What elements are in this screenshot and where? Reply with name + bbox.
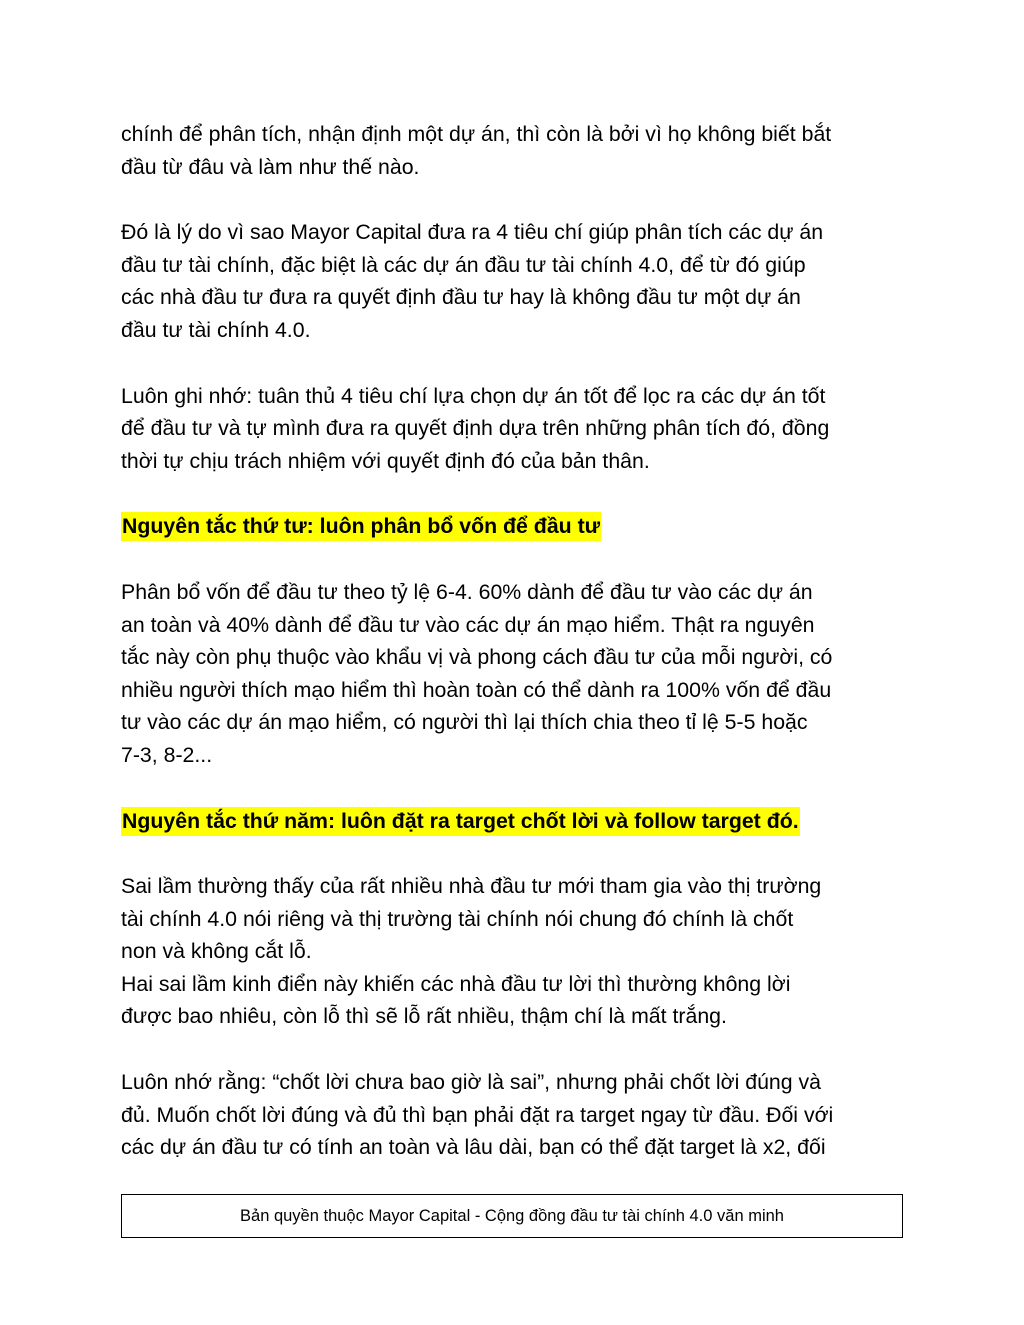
paragraph-take-profit <box>121 1066 911 1164</box>
highlighted-heading-text: Nguyên tắc thứ tư: luôn phân bổ vốn để đầu tư <box>121 512 601 541</box>
text-line: các dự án đầu tư có tính an toàn và lâu dài, bạn có thể đặt target là x2, đối <box>121 1135 826 1160</box>
paragraph-capital-allocation <box>121 576 911 772</box>
heading-principle-four <box>121 510 911 543</box>
copyright-text: Bản quyền thuộc Mayor Capital - Cộng đồng đầu tư tài chính 4.0 văn minh <box>240 1206 784 1225</box>
highlighted-heading-text: Nguyên tắc thứ năm: luôn đặt ra target chốt lời và follow target đó. <box>121 807 800 836</box>
paragraph-remember-criteria <box>121 380 911 478</box>
paragraph-common-mistakes <box>121 870 911 1033</box>
copyright-footer <box>121 1194 903 1238</box>
heading-principle-five <box>121 805 911 838</box>
text-line: đủ. Muốn chốt lời đúng và đủ thì bạn phải đặt ra target ngay từ đầu. Đối với <box>121 1102 834 1127</box>
text-line: để đầu tư và tự mình đưa ra quyết định dựa trên những phân tích đó, đồng <box>121 416 830 441</box>
text-line: non và không cắt lỗ. <box>121 939 312 964</box>
text-line: chính để phân tích, nhận định một dự án, thì còn là bởi vì họ không biết bắt <box>121 122 832 146</box>
text-line: tư vào các dự án mạo hiểm, có người thì lại thích chia theo tỉ lệ 5-5 hoặc <box>121 710 808 735</box>
text-line: Sai lầm thường thấy của rất nhiều nhà đầu tư mới tham gia vào thị trường <box>121 874 822 899</box>
text-line: đầu tư tài chính 4.0. <box>121 317 311 342</box>
text-line: tài chính 4.0 nói riêng và thị trường tài chính nói chung đó chính là chốt <box>121 906 794 931</box>
text-line: được bao nhiêu, còn lỗ thì sẽ lỗ rất nhiều, thậm chí là mất trắng. <box>121 1004 727 1029</box>
text-line: Đó là lý do vì sao Mayor Capital đưa ra 4 tiêu chí giúp phân tích các dự án <box>121 220 824 245</box>
document-body <box>121 118 911 1197</box>
text-line: Luôn ghi nhớ: tuân thủ 4 tiêu chí lựa chọn dự án tốt để lọc ra các dự án tốt <box>121 383 826 408</box>
text-line: tắc này còn phụ thuộc vào khẩu vị và phong cách đầu tư của mỗi người, có <box>121 645 833 670</box>
text-line: nhiều người thích mạo hiểm thì hoàn toàn có thể dành ra 100% vốn để đầu <box>121 677 832 702</box>
text-line: Hai sai lầm kinh điển này khiến các nhà đầu tư lời thì thường không lời <box>121 971 791 996</box>
text-line: đầu từ đâu và làm như thế nào. <box>121 154 420 179</box>
text-line: đầu tư tài chính, đặc biệt là các dự án đầu tư tài chính 4.0, để từ đó giúp <box>121 252 806 277</box>
text-line: Phân bổ vốn để đầu tư theo tỷ lệ 6-4. 60% dành để đầu tư vào các dự án <box>121 579 813 604</box>
text-line: an toàn và 40% dành để đầu tư vào các dự án mạo hiểm. Thật ra nguyên <box>121 612 815 637</box>
text-line: 7-3, 8-2... <box>121 742 213 767</box>
text-line: các nhà đầu tư đưa ra quyết định đầu tư hay là không đầu tư một dự án <box>121 285 801 310</box>
text-line: Luôn nhớ rằng: “chốt lời chưa bao giờ là sai”, nhưng phải chốt lời đúng và <box>121 1070 822 1095</box>
paragraph-criteria-reason <box>121 216 911 346</box>
text-line: thời tự chịu trách nhiệm với quyết định đó của bản thân. <box>121 448 650 473</box>
paragraph-intro-continuation <box>121 118 911 183</box>
